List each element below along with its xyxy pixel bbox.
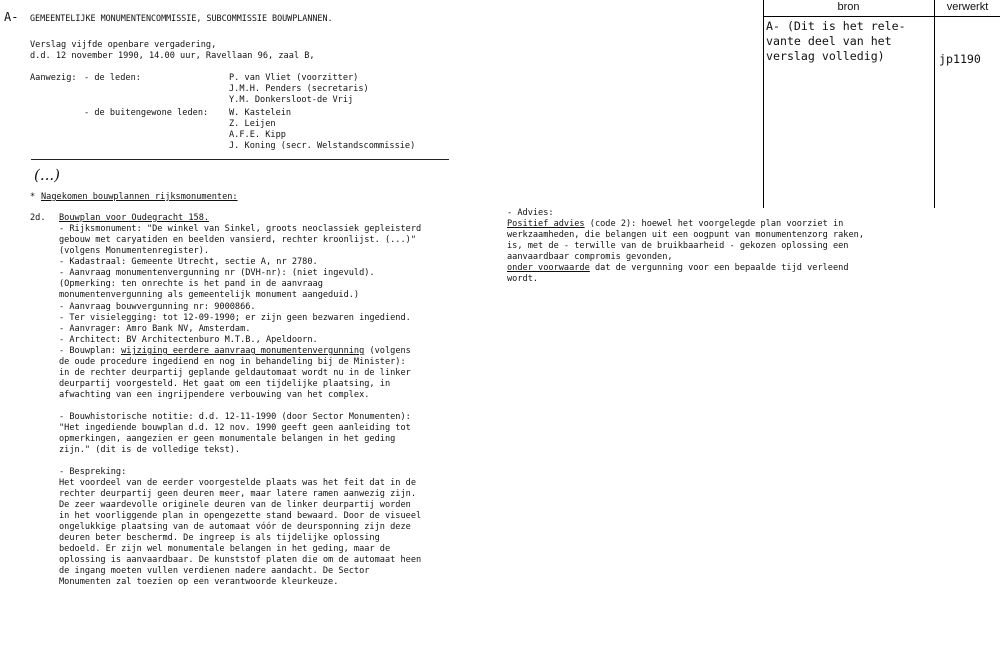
source-table	[763, 0, 1000, 208]
member-name: Y.M. Donkersloot-de Vrij	[229, 95, 354, 105]
advies-line: wordt.	[507, 274, 539, 284]
cell-verwerkt: jp1190	[939, 52, 981, 66]
bespreking-line: - Bespreking:	[59, 467, 127, 477]
bespreking-line: Monumenten zal toezien op een verantwoorde kleurkeuze.	[59, 577, 339, 587]
bespreking-line: in het voorliggende plan in opengezette stand bewaard. Door de visueel	[59, 511, 422, 521]
item-line: - Architect: BV Architectenburo M.T.B., Apeldoorn.	[59, 335, 318, 345]
section-marker: A-	[4, 10, 19, 24]
advies-line	[507, 219, 843, 230]
section-bullet: *	[30, 192, 36, 202]
item-line: - Aanvrager: Amro Bank NV, Amsterdam.	[59, 324, 251, 334]
item-line: (volgens Monumentenregister).	[59, 246, 210, 256]
separator-line	[31, 159, 449, 160]
advies-line-rest: (code 2): hoewel het voorgelegde plan voorziet in	[584, 219, 844, 229]
ellipsis-mark: (...)	[34, 166, 61, 184]
item-line: gebouw met caryatiden en beelden vansierd, rechter kroonlijst. (...)"	[59, 235, 416, 245]
special-member-name: J. Koning (secr. Welstandscommissie)	[229, 141, 416, 151]
report-line-2: d.d. 12 november 1990, 14.00 uur, Ravellaan 96, zaal B,	[30, 51, 315, 61]
advies-line: werkzaamheden, die belangen uit een oogpunt van monumentenzorg raken,	[507, 230, 864, 240]
section-heading: Nagekomen bouwplannen rijksmonumenten:	[41, 192, 238, 202]
table-header-line	[763, 16, 1000, 17]
bouwplan-underlined: wijziging eerdere aanvraag monumentenvergunning	[121, 346, 365, 356]
bespreking-line: bedoeld. Er zijn wel monumentale belangen in het geding, maar de	[59, 544, 391, 554]
special-member-name: W. Kastelein	[229, 108, 292, 118]
bouwplan-prefix: - Bouwplan:	[59, 346, 122, 356]
notitie-line: zijn." (dit is de volledige tekst).	[59, 445, 241, 455]
special-member-name: Z. Leijen	[229, 119, 276, 129]
bouwplan-line: de oude procedure ingediend en nog in behandeling bij de Minister):	[59, 357, 406, 367]
table-border	[763, 0, 764, 208]
item-line: - Aanvraag bouwvergunning nr: 9000866.	[59, 302, 256, 312]
item-line: (Opmerking: ten onrechte is het pand in de aanvraag	[59, 279, 323, 289]
members-label: - de leden:	[84, 73, 141, 83]
cell-bron: A- (Dit is het rele- vante deel van het verslag volledig)	[766, 19, 906, 63]
notitie-line: "Het ingediende bouwplan d.d. 12 nov. 1990 geeft geen aanleiding tot	[59, 423, 411, 433]
item-line: - Rijksmonument: "De winkel van Sinkel, groots neoclassiek gepleisterd	[59, 224, 422, 234]
member-name: P. van Vliet (voorzitter)	[229, 73, 359, 83]
advies-line: aanvaardbaar compromis gevonden,	[507, 252, 673, 262]
bespreking-line: rechter deurpartij geen deuren meer, maar latere ramen aanwezig zijn.	[59, 489, 416, 499]
member-name: J.M.H. Penders (secretaris)	[229, 84, 369, 94]
table-column-divider	[934, 0, 935, 208]
onder-voorwaarde: onder voorwaarde	[507, 263, 590, 273]
bespreking-line: oplossing is aanvaardbaar. De kunststof platen die om de automaat heen	[59, 555, 422, 565]
page-title: GEMEENTELIJKE MONUMENTENCOMMISSIE, SUBCOMMISSIE BOUWPLANNEN.	[30, 13, 333, 23]
bespreking-line: Het voordeel van de eerder voorgestelde plaats was het feit dat in de	[59, 478, 416, 488]
positief-advies: Positief advies	[507, 219, 585, 229]
notitie-line: - Bouwhistorische notitie: d.d. 12-11-1990 (door Sector Monumenten):	[59, 412, 411, 422]
special-members-label: - de buitengewone leden:	[84, 108, 209, 118]
bespreking-line: ongelukkige plaatsing van de automaat vóór de deursponning zijn deze	[59, 522, 411, 532]
column-header-bron: bron	[837, 1, 860, 13]
item-line: - Kadastraal: Gemeente Utrecht, sectie A, nr 2780.	[59, 257, 318, 267]
report-line-1: Verslag vijfde openbare vergadering,	[30, 40, 217, 50]
bouwplan-line: in de rechter deurpartij geplande geldautomaat wordt nu in de linker	[59, 368, 411, 378]
item-line: monumentenvergunning als gemeentelijk monument aangeduid.)	[59, 290, 360, 300]
special-member-name: A.F.E. Kipp	[229, 130, 286, 140]
advies-heading: - Advies:	[507, 208, 554, 218]
bespreking-line: De zeer waardevolle originele deuren van de linker deurpartij worden	[59, 500, 411, 510]
bouwplan-line	[59, 346, 411, 357]
bouwplan-line: afwachting van een ingrijpendere verbouwing van het complex.	[59, 390, 370, 400]
column-header-verwerkt: verwerkt	[946, 1, 989, 13]
notitie-line: opmerkingen, aangezien er geen monumentale belangen in het geding	[59, 434, 396, 444]
voorwaarde-rest: dat de vergunning voor een bepaalde tijd verleend	[589, 263, 849, 273]
bespreking-line: deuren beter beschermd. De ingreep is als tijdelijke oplossing	[59, 533, 380, 543]
item-line: - Ter visielegging: tot 12-09-1990; er zijn geen bezwaren ingediend.	[59, 313, 411, 323]
advies-line: is, met de - terwille van de bruikbaarheid - gekozen oplossing een	[507, 241, 849, 251]
advies-line	[507, 263, 849, 274]
item-number: 2d.	[30, 213, 46, 223]
item-title: Bouwplan voor Oudegracht 158.	[59, 213, 210, 223]
item-line: - Aanvraag monumentenvergunning nr (DVH-nr): (niet ingevuld).	[59, 268, 375, 278]
attendance-label: Aanwezig:	[30, 73, 77, 83]
bespreking-line: de ingang moeten vullen verdienen nadere aandacht. De Sector	[59, 566, 370, 576]
bouwplan-line: deurpartij voorgesteld. Het gaat om een tijdelijke plaatsing, in	[59, 379, 391, 389]
bouwplan-suffix: (volgens	[364, 346, 411, 356]
